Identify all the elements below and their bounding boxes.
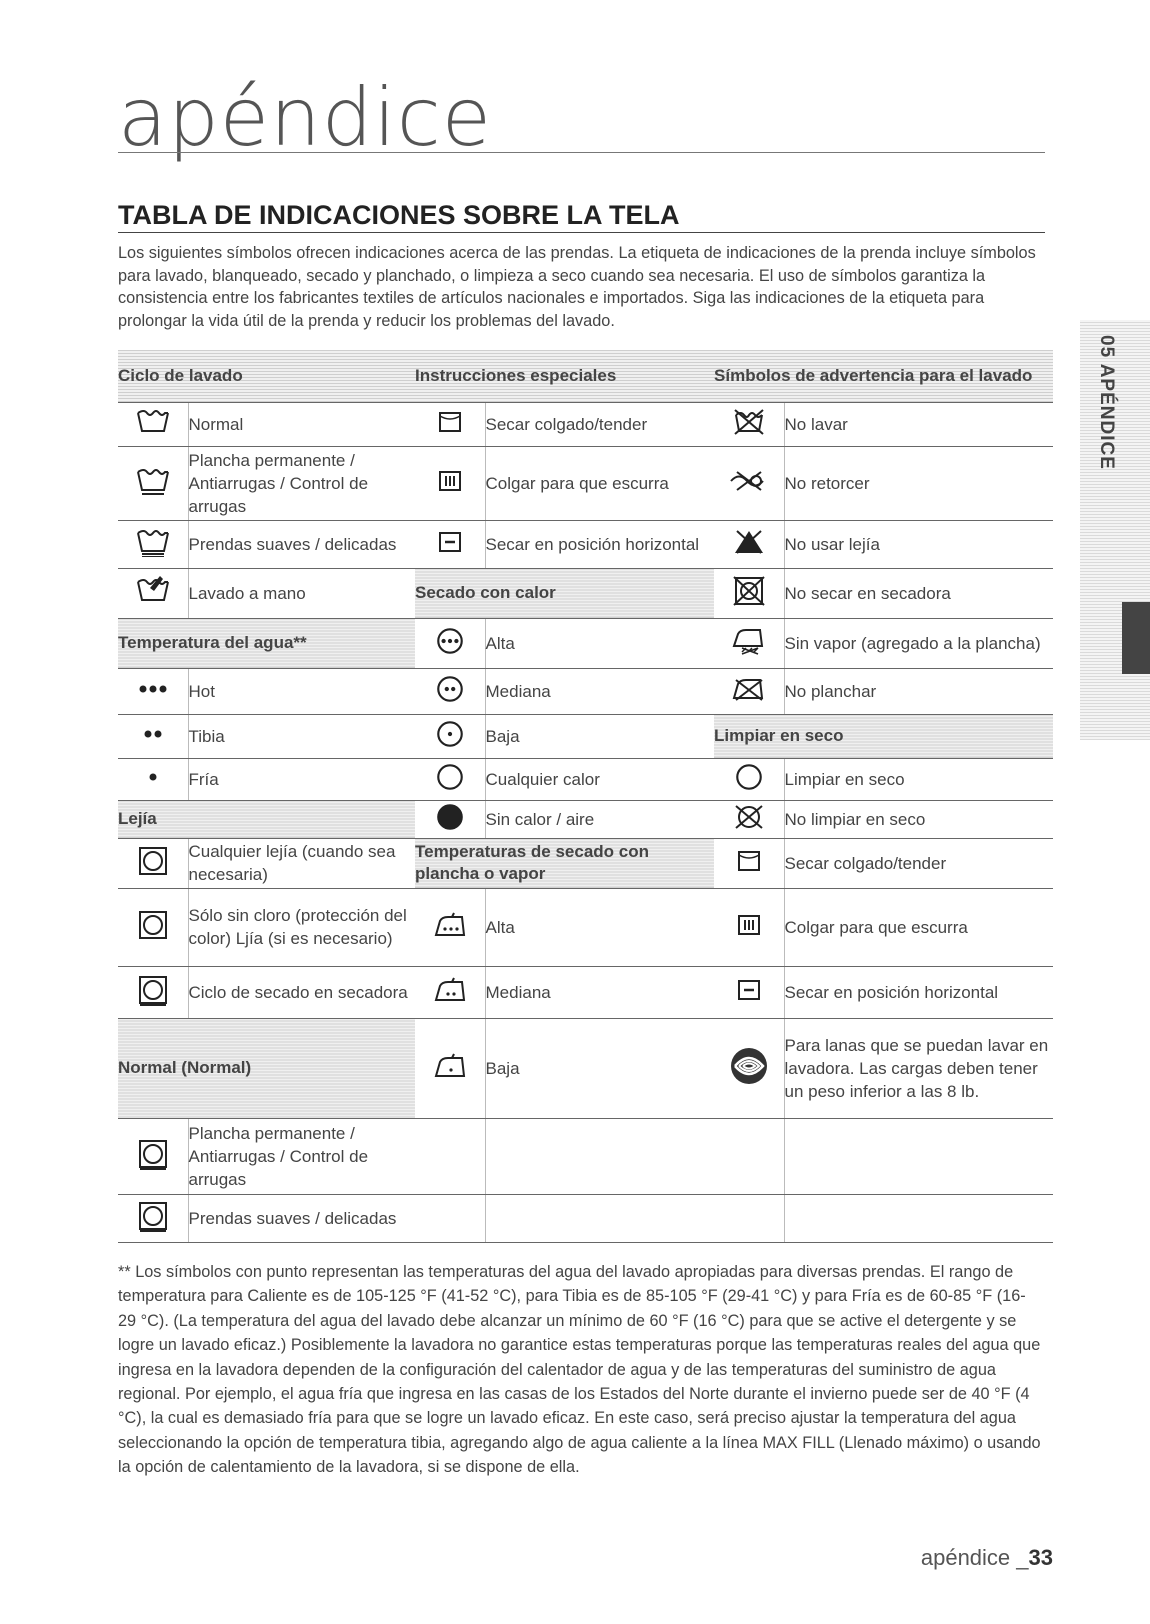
symbol-description: Normal	[188, 402, 415, 446]
do-not-tumble-dry-icon	[732, 575, 766, 607]
do-not-dry-clean-icon	[732, 802, 766, 832]
symbol-description: Mediana	[485, 966, 714, 1018]
symbol-description: Colgar para que escurra	[485, 446, 714, 520]
tumble-dry-high-icon	[434, 625, 466, 657]
table-row	[118, 520, 1053, 568]
symbol-cell	[118, 446, 188, 520]
tumble-dry-square-bar-icon	[137, 974, 169, 1006]
tumble-dry-square-bar-icon	[137, 1138, 169, 1170]
symbol-description: Hot	[188, 668, 415, 714]
symbol-description: Secar colgado/tender	[784, 838, 1053, 888]
symbol-cell	[118, 402, 188, 446]
symbol-cell	[415, 618, 485, 668]
table-row	[118, 350, 1053, 402]
symbol-description: Para lanas que se puedan lavar en lavadora. Las cargas deben tener un peso inferior a las 8 lb.	[784, 1018, 1053, 1118]
symbol-description: Secar en posición horizontal	[784, 966, 1053, 1018]
table-row	[118, 966, 1053, 1018]
symbol-cell	[118, 520, 188, 568]
symbol-cell	[415, 520, 485, 568]
symbol-cell	[415, 800, 485, 838]
line-dry-icon	[736, 849, 762, 873]
symbol-description: Ciclo de secado en secadora	[188, 966, 415, 1018]
category-header: Normal (Normal)	[118, 1018, 415, 1118]
drip-dry-icon	[437, 469, 463, 493]
three-dots-icon	[136, 677, 170, 701]
category-header: Temperaturas de secado con plancha o vapor	[415, 838, 714, 888]
table-row	[118, 800, 1053, 838]
do-not-iron-icon	[730, 674, 768, 704]
hand-wash-icon	[136, 576, 170, 606]
symbol-cell	[714, 568, 784, 618]
category-header: Instrucciones especiales	[415, 350, 714, 402]
symbol-description: Plancha permanente / Antiarrugas / Control de arrugas	[188, 1118, 415, 1194]
symbol-description: No secar en secadora	[784, 568, 1053, 618]
symbol-cell	[714, 966, 784, 1018]
one-dot-icon	[136, 765, 170, 789]
symbol-description: Secar colgado/tender	[485, 402, 714, 446]
symbol-cell	[415, 714, 485, 758]
symbol-cell	[714, 402, 784, 446]
symbol-description: Baja	[485, 714, 714, 758]
line-dry-icon	[437, 410, 463, 434]
table-row	[118, 568, 1053, 618]
symbol-description: Cualquier lejía (cuando sea necesaria)	[188, 838, 415, 888]
symbol-description	[784, 1194, 1053, 1242]
symbol-description: No lavar	[784, 402, 1053, 446]
section-title: TABLA DE INDICACIONES SOBRE LA TELA	[118, 200, 680, 230]
symbol-cell	[714, 758, 784, 800]
symbol-cell	[118, 668, 188, 714]
symbol-cell	[415, 446, 485, 520]
table-row	[118, 1118, 1053, 1194]
drip-dry-icon	[736, 913, 762, 937]
tumble-dry-square-double-bar-icon	[137, 1200, 169, 1232]
tumble-dry-medium-icon	[434, 673, 466, 705]
symbol-description: Alta	[485, 618, 714, 668]
symbol-description: Tibia	[188, 714, 415, 758]
page-title: apéndice	[118, 71, 492, 164]
tumble-dry-no-heat-icon	[434, 801, 466, 833]
symbol-cell	[714, 618, 784, 668]
wool-mark-icon	[727, 1044, 771, 1088]
symbol-cell	[714, 1118, 784, 1194]
washtub-permanent-press-icon	[136, 466, 170, 496]
iron-no-steam-icon	[730, 626, 768, 656]
symbol-cell	[118, 888, 188, 966]
symbol-description: Plancha permanente / Antiarrugas / Control de arrugas	[188, 446, 415, 520]
symbol-description: Baja	[485, 1018, 714, 1118]
symbol-cell	[415, 1194, 485, 1242]
symbol-cell	[714, 1018, 784, 1118]
symbol-cell	[714, 800, 784, 838]
symbol-cell	[118, 568, 188, 618]
symbol-cell	[118, 1194, 188, 1242]
washtub-delicate-icon	[136, 527, 170, 557]
category-header: Temperatura del agua**	[118, 618, 415, 668]
symbol-description: Sin calor / aire	[485, 800, 714, 838]
symbol-cell	[415, 402, 485, 446]
do-not-bleach-icon	[731, 528, 767, 556]
category-header: Limpiar en seco	[714, 714, 1053, 758]
symbol-description: Sólo sin cloro (protección del color) Ljía (si es necesario)	[188, 888, 415, 966]
table-row	[118, 446, 1053, 520]
symbol-cell	[714, 888, 784, 966]
table-row	[118, 1018, 1053, 1118]
two-dots-icon	[136, 722, 170, 746]
dry-clean-icon	[733, 761, 765, 793]
symbol-cell	[415, 1018, 485, 1118]
table-row	[118, 714, 1053, 758]
category-header: Ciclo de lavado	[118, 350, 415, 402]
symbol-description	[485, 1194, 714, 1242]
table-row	[118, 888, 1053, 966]
table-row	[118, 758, 1053, 800]
category-header: Símbolos de advertencia para el lavado	[714, 350, 1053, 402]
tumble-dry-low-icon	[434, 718, 466, 750]
symbol-cell	[714, 1194, 784, 1242]
symbol-description: Mediana	[485, 668, 714, 714]
category-header: Lejía	[118, 800, 415, 838]
do-not-wash-icon	[732, 407, 766, 437]
symbol-description	[485, 1118, 714, 1194]
table-row	[118, 668, 1053, 714]
symbol-description: No retorcer	[784, 446, 1053, 520]
table-row	[118, 838, 1053, 888]
symbol-cell	[118, 838, 188, 888]
symbol-cell	[118, 758, 188, 800]
symbol-description: Colgar para que escurra	[784, 888, 1053, 966]
table-row	[118, 402, 1053, 446]
symbol-description: Prendas suaves / delicadas	[188, 520, 415, 568]
dry-flat-icon	[437, 530, 463, 554]
symbol-description: Secar en posición horizontal	[485, 520, 714, 568]
page-label: apéndice _	[920, 1545, 1029, 1570]
symbol-description: Sin vapor (agregado a la plancha)	[784, 618, 1053, 668]
symbol-description: No usar lejía	[784, 520, 1053, 568]
do-not-wring-icon	[729, 468, 769, 494]
symbol-cell	[118, 1118, 188, 1194]
symbol-description: Fría	[188, 758, 415, 800]
tumble-dry-square-icon	[137, 909, 169, 941]
care-symbols-table	[118, 350, 1053, 1243]
symbol-cell	[415, 758, 485, 800]
chapter-side-tab-label: 05 APÉNDICE	[1096, 335, 1117, 470]
iron-low-icon	[432, 1052, 468, 1080]
symbol-cell	[118, 966, 188, 1018]
symbol-description: No limpiar en seco	[784, 800, 1053, 838]
symbol-description: Limpiar en seco	[784, 758, 1053, 800]
symbol-cell	[714, 668, 784, 714]
iron-medium-icon	[432, 976, 468, 1004]
symbol-description	[784, 1118, 1053, 1194]
washtub-icon	[136, 407, 170, 437]
symbol-description: Lavado a mano	[188, 568, 415, 618]
iron-high-icon	[432, 911, 468, 939]
symbol-description: Alta	[485, 888, 714, 966]
page-number-value: 33	[1028, 1545, 1053, 1570]
table-row	[118, 618, 1053, 668]
symbol-description: Prendas suaves / delicadas	[188, 1194, 415, 1242]
symbol-cell	[415, 966, 485, 1018]
symbol-cell	[415, 1118, 485, 1194]
symbol-cell	[714, 838, 784, 888]
symbol-description: Cualquier calor	[485, 758, 714, 800]
symbol-cell	[714, 520, 784, 568]
tumble-dry-square-icon	[137, 845, 169, 877]
tumble-dry-any-heat-icon	[434, 761, 466, 793]
chapter-side-tab-marker	[1122, 602, 1150, 674]
category-header: Secado con calor	[415, 568, 714, 618]
section-rule	[118, 232, 1045, 233]
dry-flat-icon	[736, 978, 762, 1002]
symbol-cell	[415, 888, 485, 966]
intro-paragraph: Los siguientes símbolos ofrecen indicaciones acerca de las prendas. La etiqueta de indicaciones de la prenda incluye símbolos para lavado, blanqueado, secado y planchado, o limpieza a seco cuando sea necesaria. El uso de símbolos garantiza la consistencia entre los fabricantes textiles de artículos nacionales e importados. Siga las indicaciones de la etiqueta para prolongar la vida útil de la prenda y reducir los problemas del lavado.	[118, 244, 1036, 330]
symbol-description: No planchar	[784, 668, 1053, 714]
table-row	[118, 1194, 1053, 1242]
footnote: ** Los símbolos con punto representan las temperaturas del agua del lavado apropiadas para diversas prendas. El rango de temperatura para Caliente es de 105-125 °F (41-52 °C), para Tibia es de 85-105 °F (29-41 °C) y para Fría es de 60-85 °F (16-29 °C). (La temperatura del agua del lavado debe alcanzar un mínimo de 60 °F (16 °C) para que se active el detergente y se logre un lavado eficaz.) Posiblemente la lavadora no garantice estas temperaturas porque las temperaturas reales del agua que ingresa en la lavadora dependen de la configuración del calentador de agua y de las temperaturas del suministro de agua regional. Por ejemplo, el agua fría que ingresa en las casas de los Estados del Norte durante el invierno puede ser de 40 °F (4 °C), la cual es demasiado fría para que se logre un lavado eficaz. En este caso, será preciso ajustar la temperatura del agua seleccionando la opción de temperatura tibia, agregando algo de agua caliente a la línea MAX FILL (Llenado máximo) o usando la opción de calentamiento de la lavadora, si se dispone de ella.	[118, 1263, 1041, 1477]
symbol-cell	[118, 714, 188, 758]
symbol-cell	[415, 668, 485, 714]
page-number	[921, 1545, 1053, 1571]
symbol-cell	[714, 446, 784, 520]
title-rule	[118, 152, 1045, 153]
